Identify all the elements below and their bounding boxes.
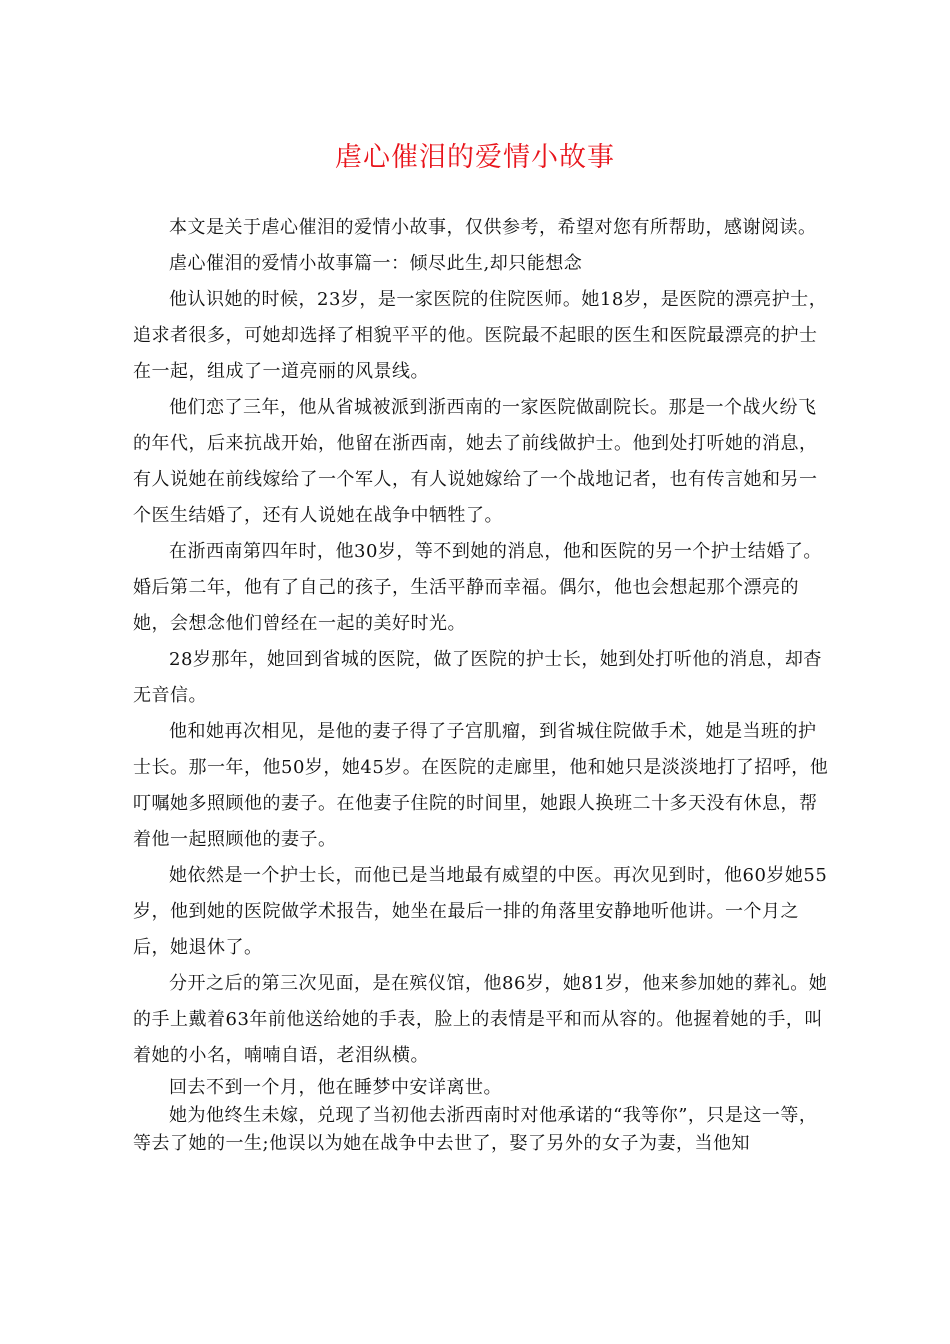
- paragraph: 她依然是一个护士长，而他已是当地最有威望的中医。再次见到时，他60岁她55岁，他到她的医院做学术报告，她坐在最后一排的角落里安静地听他讲。一个月之后，她退休了。: [133, 865, 828, 958]
- paragraph: 他们恋了三年，他从省城被派到浙西南的一家医院做副院长。那是一个战火纷飞的年代，后来抗战开始，他留在浙西南，她去了前线做护士。他到处打听她的消息，有人说她在前线嫁给了一个军人，有人说她嫁给了一个战地记者，也有传言她和另一个医生结婚了，还有人说她在战争中牺牲了。: [133, 397, 818, 526]
- paragraph-intro: 本文是关于虐心催泪的爱情小故事，仅供参考，希望对您有所帮助，感谢阅读。: [169, 217, 817, 238]
- paragraph-section-heading: 虐心催泪的爱情小故事篇一：倾尽此生,却只能想念: [169, 253, 583, 274]
- paragraph: 他和她再次相见，是他的妻子得了子宫肌瘤，到省城住院做手术，她是当班的护士长。那一年，他50岁，她45岁。在医院的走廊里，他和她只是淡淡地打了招呼，他叮嘱她多照顾他的妻子。在他妻子住院的时间里，她跟人换班二十多天没有休息，帮着他一起照顾他的妻子。: [133, 721, 829, 850]
- paragraph: 分开之后的第三次见面，是在殡仪馆，他86岁，她81岁，他来参加她的葬礼。她的手上戴着63年前他送给她的手表，脸上的表情是平和而从容的。他握着她的手，叫着她的小名，喃喃自语，老泪纵横。: [133, 973, 828, 1066]
- paragraph: 他认识她的时候，23岁，是一家医院的住院医师。她18岁，是医院的漂亮护士，追求者很多，可她却选择了相貌平平的他。医院最不起眼的医生和医院最漂亮的护士在一起，组成了一道亮丽的风景线。: [133, 289, 828, 382]
- paragraph: 她为他终生未嫁，兑现了当初他去浙西南时对他承诺的“我等你”，只是这一等，等去了她的一生;他误以为她在战争中去世了，娶了另外的女子为妻，当他知: [133, 1105, 818, 1154]
- paragraph: 28岁那年，她回到省城的医院，做了医院的护士长，她到处打听他的消息，却杳无音信。: [133, 649, 822, 706]
- document-body: [133, 210, 833, 1158]
- paragraph: 回去不到一个月，他在睡梦中安详离世。: [169, 1077, 502, 1098]
- document-title: 虐心催泪的爱情小故事: [335, 142, 615, 173]
- paragraph: 在浙西南第四年时，他30岁，等不到她的消息，他和医院的另一个护士结婚了。婚后第二年，他有了自己的孩子，生活平静而幸福。偶尔，他也会想起那个漂亮的她，会想念他们曾经在一起的美好时光。: [133, 541, 822, 634]
